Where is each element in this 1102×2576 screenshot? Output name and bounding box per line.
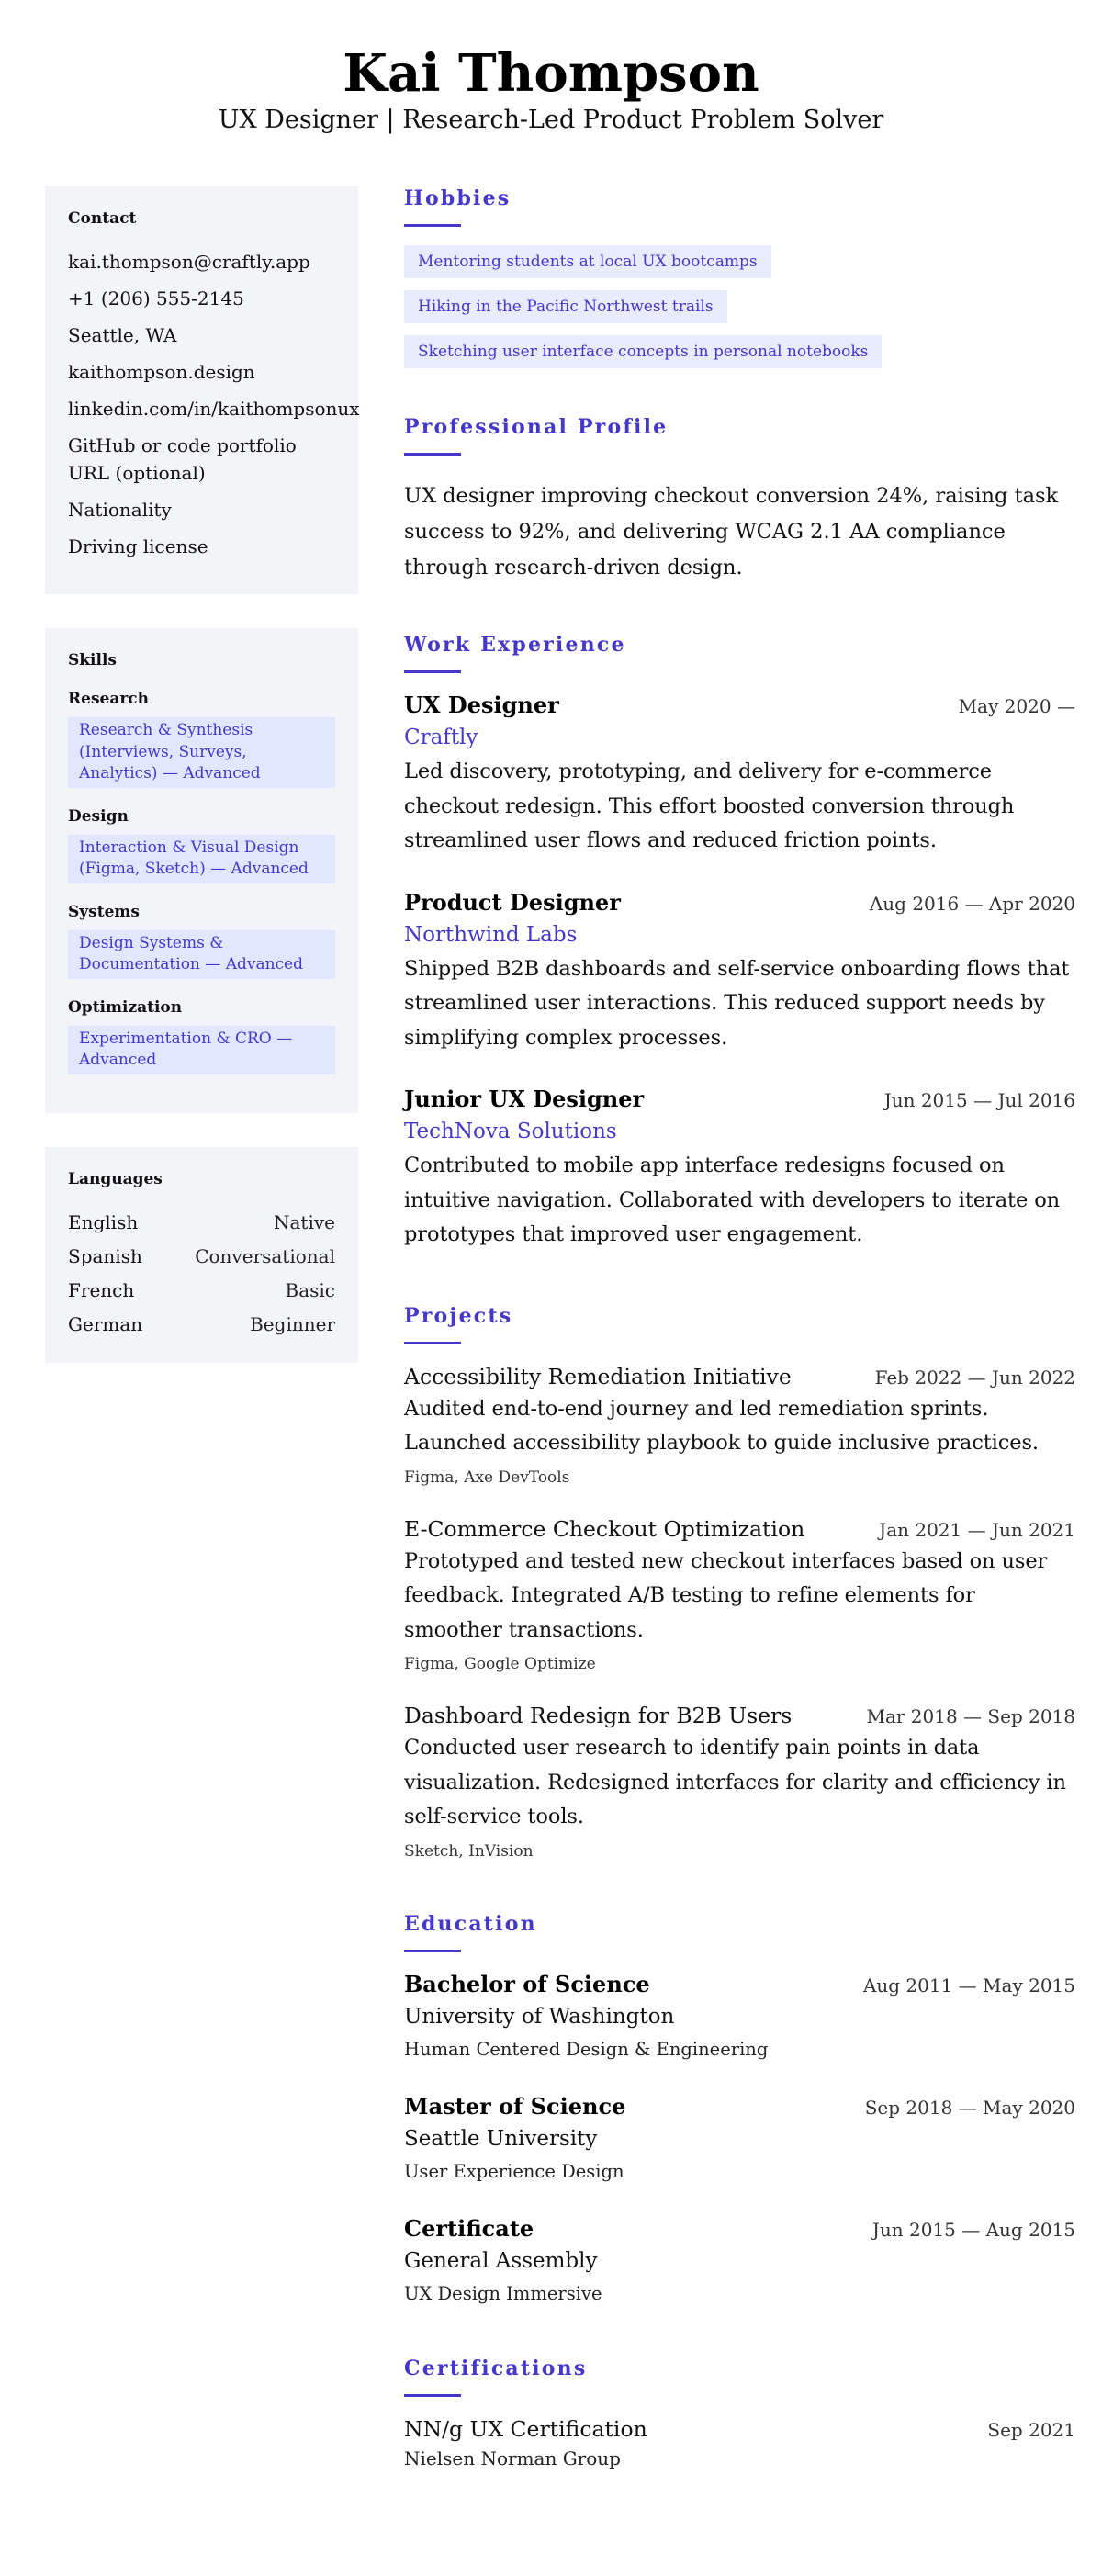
job-description: Contributed to mobile app interface redesigns focused on intuitive navigation. Collaborated with developers to iterate on prototypes that improved user engagement. (404, 1153, 1061, 1246)
language-name: German (68, 1312, 143, 1335)
language-name: French (68, 1278, 135, 1301)
project-entry (404, 1513, 1075, 1677)
contact-portfolio[interactable]: GitHub or code portfolio URL (optional) (68, 434, 297, 484)
hobbies-section (404, 185, 1075, 368)
hobby-chip: Mentoring students at local UX bootcamps (404, 245, 771, 278)
education-dates: Sep 2018 — May 2020 (864, 2096, 1075, 2119)
education-entry (404, 2213, 1075, 2310)
language-name: Spanish (68, 1244, 142, 1267)
skill-category: Research (68, 690, 150, 708)
project-name: E-Commerce Checkout Optimization (404, 1515, 805, 1542)
field-of-study: UX Design Immersive (404, 2282, 602, 2304)
education-heading: Education (404, 1911, 537, 1936)
school: General Assembly (404, 2248, 598, 2273)
degree: Certificate (404, 2214, 534, 2242)
skill-chip: Design Systems & Documentation — Advanced (68, 930, 335, 979)
job-dates: Jun 2015 — Jul 2016 (883, 1089, 1075, 1111)
skill-category: Optimization (68, 997, 183, 1017)
project-entry (404, 1361, 1075, 1490)
project-name: Dashboard Redesign for B2B Users (404, 1703, 793, 1728)
contact-linkedin[interactable]: linkedin.com/in/kaithompsonux (68, 398, 360, 420)
certification-issuer: Nielsen Norman Group (404, 2447, 621, 2469)
skills-box (45, 628, 358, 1113)
project-dates: Jan 2021 — Jun 2021 (879, 1518, 1075, 1541)
languages-heading: Languages (68, 1169, 163, 1188)
education-dates: Jun 2015 — Aug 2015 (871, 2218, 1075, 2241)
project-dates: Feb 2022 — Jun 2022 (874, 1366, 1075, 1389)
project-description: Audited end-to-end journey and led remediation sprints. Launched accessibility playbook to guide inclusive practices. (404, 1396, 1039, 1455)
language-name: English (68, 1210, 139, 1233)
profile-section (404, 413, 1075, 586)
contact-heading: Contact (68, 209, 137, 228)
certifications-section (404, 2355, 1075, 2472)
contact-location: Seattle, WA (68, 324, 177, 346)
education-dates: Aug 2011 — May 2015 (862, 1974, 1075, 1997)
project-description: Conducted user research to identify pain points in data visualization. Redesigned interfaces for clarity and efficiency in self-service tools. (404, 1736, 1066, 1828)
job-entry (404, 1084, 1075, 1253)
job-entry (404, 887, 1075, 1056)
language-row (68, 1209, 335, 1236)
school: University of Washington (404, 2004, 675, 2029)
certification-name: NN/g UX Certification (404, 2415, 647, 2442)
school: Seattle University (404, 2126, 598, 2151)
education-entry (404, 1969, 1075, 2065)
job-dates: May 2020 — (958, 695, 1075, 717)
job-title: UX Designer (404, 692, 559, 718)
contact-email[interactable]: kai.thompson@craftly.app (68, 251, 310, 273)
language-level: Native (274, 1210, 335, 1233)
education-entry (404, 2091, 1075, 2188)
contact-driving-license: Driving license (68, 535, 208, 557)
projects-section (404, 1302, 1075, 1863)
certification-date: Sep 2021 (987, 2418, 1075, 2441)
section-divider (404, 224, 461, 227)
job-title: Product Designer (404, 888, 621, 916)
skills-heading: Skills (68, 651, 118, 669)
certifications-heading: Certifications (404, 2356, 588, 2380)
project-dates: Mar 2018 — Sep 2018 (866, 1705, 1075, 1727)
project-tools: Figma, Axe DevTools (404, 1468, 570, 1487)
contact-box (45, 186, 358, 594)
degree: Bachelor of Science (404, 1970, 650, 1997)
job-company: Northwind Labs (404, 922, 578, 947)
job-company: TechNova Solutions (404, 1119, 617, 1143)
project-tools: Figma, Google Optimize (404, 1655, 596, 1673)
skill-group (68, 805, 335, 883)
language-level: Beginner (250, 1312, 335, 1335)
resume-header (0, 44, 1102, 137)
profile-summary: UX designer improving checkout conversion 24%, raising task success to 92%, and delivering WCAG 2.1 AA compliance through research-driven design. (404, 484, 1059, 579)
languages-box (45, 1147, 358, 1363)
degree: Master of Science (404, 2092, 626, 2120)
section-divider (404, 1342, 461, 1344)
job-company: Craftly (404, 726, 478, 749)
job-title: Junior UX Designer (404, 1086, 645, 1112)
experience-section (404, 631, 1075, 1253)
language-row (68, 1277, 335, 1304)
hobbies-heading: Hobbies (404, 186, 512, 210)
skill-category: Systems (68, 902, 140, 921)
job-description: Led discovery, prototyping, and delivery for e-commerce checkout redesign. This effort boosted conversion through streamlined user flows and reduced friction points. (404, 759, 1015, 852)
field-of-study: User Experience Design (404, 2160, 624, 2182)
projects-heading: Projects (404, 1303, 513, 1328)
skill-category: Design (68, 806, 129, 826)
section-divider (404, 453, 461, 456)
education-section (404, 1910, 1075, 2310)
candidate-name: Kai Thompson (343, 43, 759, 104)
language-level: Conversational (195, 1244, 335, 1267)
field-of-study: Human Centered Design & Engineering (404, 2038, 769, 2060)
hobby-chip: Sketching user interface concepts in personal notebooks (404, 335, 882, 368)
skill-group (68, 996, 335, 1074)
project-name: Accessibility Remediation Initiative (404, 1363, 792, 1389)
job-dates: Aug 2016 — Apr 2020 (869, 892, 1075, 915)
project-description: Prototyped and tested new checkout interfaces based on user feedback. Integrated A/B testing to refine elements for smoother transactions. (404, 1548, 1048, 1642)
project-entry (404, 1700, 1075, 1863)
section-divider (404, 2394, 461, 2397)
language-level: Basic (285, 1278, 335, 1301)
main-column (404, 185, 1075, 2517)
language-row (68, 1243, 335, 1270)
section-divider (404, 1950, 461, 1952)
skill-chip: Experimentation & CRO — Advanced (68, 1026, 335, 1074)
job-entry (404, 690, 1075, 859)
project-tools: Sketch, InVision (404, 1841, 534, 1861)
language-row (68, 1310, 335, 1338)
certification-entry (404, 2413, 1075, 2472)
experience-heading: Work Experience (404, 633, 626, 657)
job-description: Shipped B2B dashboards and self-service onboarding flows that streamlined user interactions. This reduced support needs by simplifying complex processes. (404, 956, 1070, 1050)
contact-website[interactable]: kaithompson.design (68, 361, 255, 383)
skill-group (68, 688, 335, 788)
hobby-chip: Hiking in the Pacific Northwest trails (404, 290, 727, 323)
contact-nationality: Nationality (68, 499, 172, 521)
skill-chip: Research & Synthesis (Interviews, Surveys, Analytics) — Advanced (68, 717, 335, 788)
skill-chip: Interaction & Visual Design (Figma, Sketch) — Advanced (68, 835, 335, 883)
section-divider (404, 670, 461, 673)
candidate-headline: UX Designer | Research-Led Product Problem Solver (218, 106, 884, 134)
contact-phone[interactable]: +1 (206) 555-2145 (68, 287, 244, 309)
profile-heading: Professional Profile (404, 415, 669, 439)
skill-group (68, 901, 335, 979)
sidebar (45, 186, 358, 1397)
